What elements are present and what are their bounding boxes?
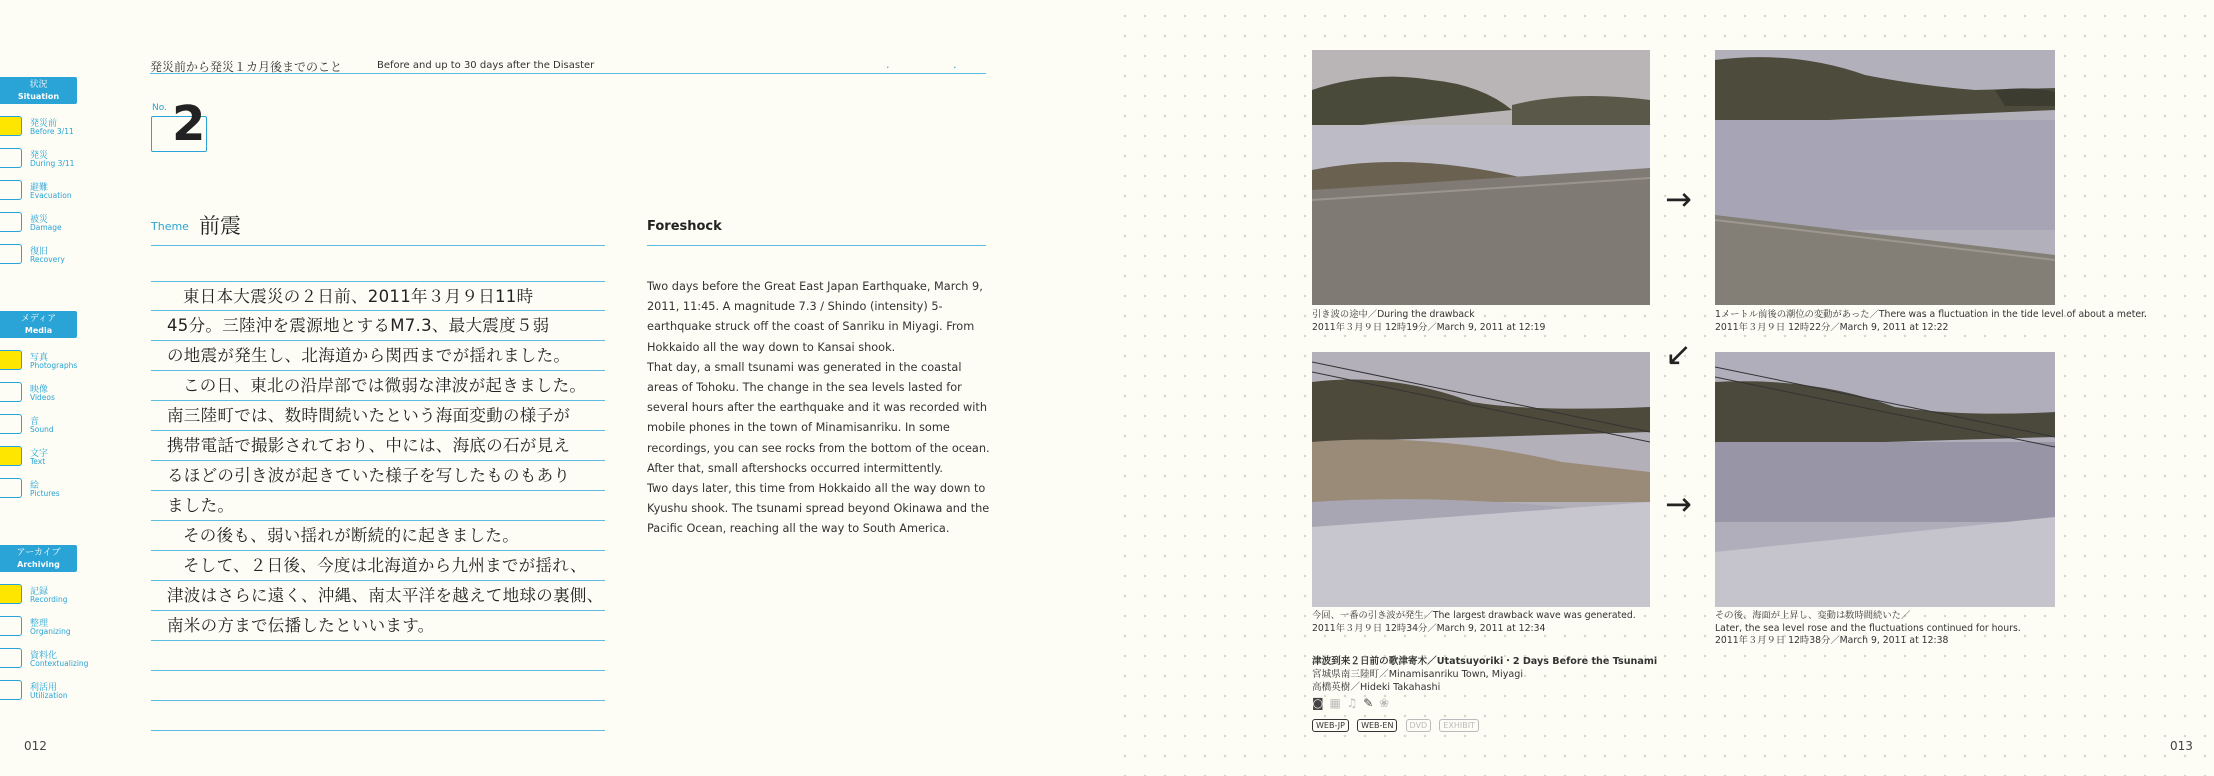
foreshock-rule [647, 245, 986, 246]
check-box [0, 382, 22, 402]
item-en: Text [30, 457, 46, 466]
badge-exhibit: EXHIBIT [1439, 719, 1479, 732]
jp-line-empty [151, 701, 605, 731]
highlight-box [0, 446, 22, 466]
number-label: No. [152, 103, 167, 113]
caption-line: Later, the sea level rose and the fluctuations continued for hours. [1715, 622, 2021, 634]
theme-rule [151, 245, 605, 246]
item-en: Damage [30, 223, 62, 232]
media-icons [1312, 696, 1391, 710]
section-jp: 状況 [29, 80, 48, 90]
photo-drawback-1219[interactable] [1312, 50, 1650, 305]
badge-dvd: DVD [1406, 719, 1432, 732]
en-paragraph: Two days later, this time from Hokkaido all the way down to Kyushu shook. The tsunami spread beyond Okinawa and the Pacific Ocean, reaching all the way to South America. [647, 482, 990, 536]
check-box [0, 212, 22, 232]
category-sidebar [0, 0, 90, 776]
item-en: Utilization [30, 691, 68, 700]
sidebar-item-before[interactable] [0, 114, 90, 142]
sidebar-section-archiving [0, 545, 77, 572]
check-box [0, 148, 22, 168]
jp-line: 津波はさらに遠く、沖縄、南太平洋を越えて地球の裏側、 [151, 581, 605, 611]
picture-icon: ❀ [1379, 696, 1390, 710]
sidebar-item-sound[interactable] [0, 412, 90, 440]
item-en: During 3/11 [30, 159, 75, 168]
highlight-box [0, 350, 22, 370]
item-en: Pictures [30, 489, 60, 498]
camera-icon: ◙ [1312, 696, 1324, 710]
jp-line: るほどの引き波が起きていた様子を写したものもあり [151, 461, 605, 491]
en-paragraph: That day, a small tsunami was generated in the coastal areas of Tohoku. The change in the sea levels lasted for several hours after the earthquake and it was recorded with mobile phones in the town of Minamisanriku. In some recordings, you can see rocks from the bottom of the ocean. [647, 360, 990, 455]
availability-badges [1312, 713, 1482, 732]
jp-line: 45分。三陸沖を震源地とするM7.3、最大震度５弱 [151, 311, 605, 341]
header-title-en: Before and up to 30 days after the Disaster [377, 60, 595, 71]
photo-caption-2 [1715, 309, 2147, 334]
section-jp: アーカイブ [16, 548, 61, 558]
sidebar-item-during[interactable] [0, 146, 90, 174]
check-box [0, 478, 22, 498]
jp-line-empty [151, 641, 605, 671]
caption-line: その後、海面が上昇し、変動は数時間続いた／ [1715, 610, 1911, 621]
caption-line: 引き波の途中／During the drawback [1312, 309, 1475, 320]
sidebar-item-recovery[interactable] [0, 242, 90, 270]
page-number-left: 012 [24, 739, 47, 753]
item-jp: 絵 [30, 481, 40, 491]
item-jp: 資料化 [30, 651, 58, 661]
photo-credit [1312, 655, 1657, 694]
item-jp: 発災前 [30, 119, 58, 129]
photo-caption-4 [1715, 610, 2021, 648]
check-box [0, 180, 22, 200]
highlight-box [0, 116, 22, 136]
item-en: Recording [30, 595, 68, 604]
section-en: Media [24, 326, 53, 335]
item-en: Photographs [30, 361, 78, 370]
item-jp: 映像 [30, 385, 49, 395]
section-en: Situation [17, 92, 60, 101]
sidebar-item-photographs[interactable] [0, 348, 90, 376]
sidebar-item-videos[interactable] [0, 380, 90, 408]
item-en: Before 3/11 [30, 127, 74, 136]
arrow-right-icon: → [1665, 485, 1692, 523]
caption-date: 2011年３月９日 12時38分／March 9, 2011 at 12:38 [1715, 635, 1949, 646]
caption-date: 2011年３月９日 12時19分／March 9, 2011 at 12:19 [1312, 321, 1546, 333]
item-jp: 利活用 [30, 683, 58, 693]
jp-line: ました。 [151, 491, 605, 521]
item-jp: 避難 [30, 183, 49, 193]
item-jp: 復旧 [30, 247, 49, 257]
arrow-right-icon: → [1665, 180, 1692, 218]
item-jp: 文字 [30, 449, 49, 459]
jp-line: 携帯電話で撮影されており、中には、海底の石が見え [151, 431, 605, 461]
check-box [0, 648, 22, 668]
caption-date: 2011年３月９日 12時34分／March 9, 2011 at 12:34 [1312, 622, 1546, 634]
entry-number: 2 [172, 96, 206, 152]
item-en: Videos [30, 393, 55, 402]
en-paragraph: After that, small aftershocks occurred intermittently. [647, 461, 943, 475]
jp-line: 南三陸町では、数時間続いたという海面変動の様子が [151, 401, 605, 431]
arrow-down-left-icon: ↙ [1665, 335, 1692, 373]
item-jp: 発災 [30, 151, 49, 161]
photo-sea-level-rose-1238[interactable] [1715, 352, 2055, 607]
header-dots: . . [886, 58, 987, 71]
item-en: Contextualizing [30, 659, 89, 668]
check-box [0, 680, 22, 700]
item-jp: 記録 [30, 587, 49, 597]
sidebar-item-utilization[interactable] [0, 678, 90, 706]
section-en: Archiving [17, 560, 60, 569]
sidebar-item-recording[interactable] [0, 582, 90, 610]
sidebar-item-pictures[interactable] [0, 476, 90, 504]
badge-web-jp[interactable]: WEB-JP [1312, 719, 1349, 732]
sidebar-item-organizing[interactable] [0, 614, 90, 642]
en-paragraph: Two days before the Great East Japan Earthquake, March 9, 2011, 11:45. A magnitude 7.3 / Shindo (intensity) 5- earthquake struck off the coast of Sanriku in Miyagi. From Hokkaido all the way down to Kansai shook. [647, 280, 983, 354]
item-jp: 音 [30, 417, 40, 427]
photo-caption-1 [1312, 309, 1545, 334]
sidebar-item-contextualizing[interactable] [0, 646, 90, 674]
photo-largest-drawback-1234[interactable] [1312, 352, 1650, 607]
photo-fluctuation-1222[interactable] [1715, 50, 2055, 305]
english-body-text [647, 277, 992, 540]
caption-date: 2011年３月９日 12時22分／March 9, 2011 at 12:22 [1715, 321, 1949, 333]
check-box [0, 244, 22, 264]
jp-line: 南米の方まで伝播したといいます。 [151, 611, 605, 641]
credit-place: 宮城県南三陸町／Minamisanriku Town, Miyagi [1312, 669, 1524, 680]
check-box [0, 616, 22, 636]
text-icon: ✎ [1363, 696, 1374, 710]
jp-line: この日、東北の沿岸部では微弱な津波が起きました。 [151, 371, 605, 401]
caption-line: 今回、一番の引き波が発生／The largest drawback wave was generated. [1312, 610, 1636, 621]
sidebar-section-media [0, 311, 77, 338]
japanese-body-text [151, 281, 605, 731]
jp-line: 東日本大震災の２日前、2011年３月９日11時 [151, 281, 605, 311]
header-title-jp: 発災前から発災１カ月後までのこと [150, 60, 343, 74]
item-en: Recovery [30, 255, 65, 264]
theme-title: 前震 [199, 214, 241, 238]
video-icon: ▦ [1329, 696, 1341, 710]
credit-title: 津波到来２日前の歌津寄木／Utatsuyoriki・2 Days Before the Tsunami [1312, 656, 1658, 667]
jp-line: その後も、弱い揺れが断続的に起きました。 [151, 521, 605, 551]
item-en: Sound [30, 425, 54, 434]
page-number-right: 013 [2170, 739, 2193, 753]
theme-label: Theme [151, 220, 189, 233]
item-jp: 写真 [30, 353, 49, 363]
item-jp: 整理 [30, 619, 49, 629]
check-box [0, 414, 22, 434]
item-en: Organizing [30, 627, 71, 636]
item-en: Evacuation [30, 191, 72, 200]
photo-caption-3 [1312, 610, 1636, 635]
jp-line: そして、２日後、今度は北海道から九州までが揺れ、 [151, 551, 605, 581]
sidebar-item-damage[interactable] [0, 210, 90, 238]
sidebar-item-text[interactable] [0, 444, 90, 472]
caption-line: 1メートル前後の潮位の変動があった／There was a fluctuation in the tide level of about a meter. [1715, 309, 2147, 320]
credit-author: 高橋英樹／Hideki Takahashi [1312, 682, 1441, 693]
foreshock-title: Foreshock [647, 219, 722, 234]
section-jp: メディア [20, 314, 57, 324]
badge-web-en[interactable]: WEB-EN [1357, 719, 1397, 732]
item-jp: 被災 [30, 215, 49, 225]
highlight-box [0, 584, 22, 604]
jp-line: の地震が発生し、北海道から関西までが揺れました。 [151, 341, 605, 371]
sidebar-section-situation [0, 77, 77, 104]
header-rule [150, 73, 986, 74]
jp-line-empty [151, 671, 605, 701]
sound-icon: ♫ [1346, 696, 1358, 710]
sidebar-item-evacuation[interactable] [0, 178, 90, 206]
